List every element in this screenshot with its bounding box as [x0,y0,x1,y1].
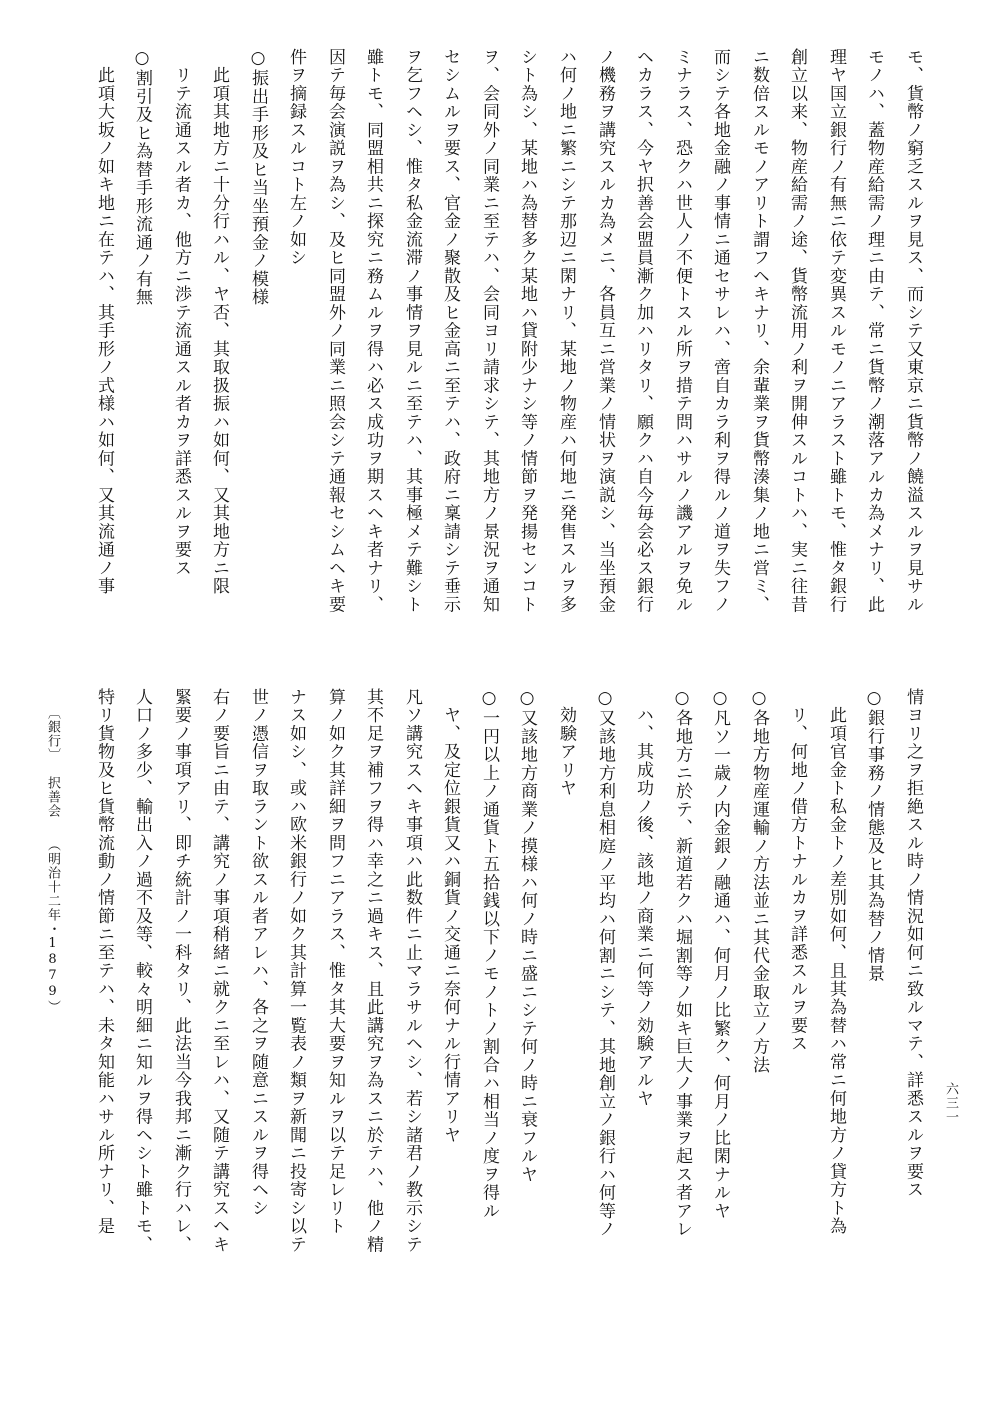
text-column: 此項官金ト私金トノ差別如何、且其為替ハ常ニ何地方ノ貸方ト為 [826,688,846,1236]
text-column: ハ、其成功ノ後、該地ノ商業ニ何等ノ効験アルヤ [633,688,653,1108]
section-heading: ○各地方物産運輸ノ方法並ニ其代金取立ノ方法 [749,688,769,1075]
running-header-section: 〔銀行〕 [45,706,60,762]
text-column: 因テ毎会演説ヲ為シ、及ヒ同盟外ノ同業ニ照会シテ通報セシムヘキ要 [325,48,345,614]
text-column: 世ノ憑信ヲ取ラント欲スル者アレハ、各之ヲ随意ニスルヲ得ヘシ [248,688,268,1218]
text-column: モノハ、蓋物産給需ノ理ニ由テ、常ニ貨幣ノ潮落アルカ為メナリ、此 [864,48,884,614]
text-column: 特リ貨物及ヒ貨幣流動ノ情節ニ至テハ、未タ知能ハサル所ナリ、是 [94,688,114,1236]
section-heading: ○各地方ニ於テ、新道若クハ堀割等ノ如キ巨大ノ事業ヲ起ス者アレ [672,688,692,1239]
text-column: ヲ、会同外ノ同業ニ至テハ、会同ヨリ請求シテ、其地方ノ景況ヲ通知 [479,48,499,614]
section-heading: ○又該地方商業ノ摸様ハ何ノ時ニ盛ニシテ何ノ時ニ衰フルヤ [517,688,537,1184]
text-column: 件ヲ摘録スルコト左ノ如シ [286,48,306,267]
text-column: 創立以来、物産給需ノ途、貨幣流用ノ利ヲ開伸スルコトハ、実ニ往昔 [787,48,807,614]
text-column: 緊要ノ事項アリ、即チ統計ノ一科タリ、此法当今我邦ニ漸ク行ハレ、 [171,688,191,1254]
text-column: ヤ、及定位銀貨又ハ銅貨ノ交通ニ奈何ナル行情アリヤ [440,688,460,1145]
text-column: 情ヨリ之ヲ拒絶スル時ノ情況如何ニ致ルマテ、詳悉スルヲ要ス [903,688,923,1199]
text-column: 而シテ各地金融ノ事情ニ通セサレハ、啻自カラ利ヲ得ルノ道ヲ失フノ [710,48,730,614]
text-column: 凡ソ講究スヘキ事項ハ此数件ニ止マラサルヘシ、若シ諸君ノ教示シテ [402,688,422,1254]
section-heading: ○又該地方利息相庭ノ平均ハ何割ニシテ、其地創立ノ銀行ハ何等ノ [595,688,615,1239]
text-column: モ、貨幣ノ窮乏スルヲ見ス、而シテ又東京ニ貨幣ノ饒溢スルヲ見サル [903,48,923,614]
text-column: ニ数倍スルモノアリト謂フヘキナリ、余輩業ヲ貨幣湊集ノ地ニ営ミ、 [749,48,769,614]
text-column: 雖トモ、同盟相共ニ探究ニ務ムルヲ得ハ必ス成功ヲ期スヘキ者ナリ、 [363,48,383,614]
text-column: 理ヤ国立銀行ノ有無ニ依テ変異スルモノニアラスト雖トモ、惟タ銀行 [826,48,846,614]
text-column: リ、何地ノ借方トナルカヲ詳悉スルヲ要ス [787,688,807,1053]
text-column: ヲ乞フヘシ、惟タ私金流滞ノ事情ヲ見ルニ至テハ、其事極メテ難シト [402,48,422,614]
running-header-source: 択善会 [45,776,60,818]
text-column: ナス如シ、或ハ欧米銀行ノ如ク其計算一覧表ノ類ヲ新聞ニ投寄シ以テ [286,688,306,1254]
text-column: ノ機務ヲ講究スルカ為メニ、各員互ニ営業ノ情状ヲ演説シ、当坐預金 [595,48,615,614]
section-heading: ○一円以上ノ通貨ト五拾銭以下ノモノトノ割合ハ相当ノ度ヲ得ル [479,688,499,1221]
section-heading: ○割引及ヒ為替手形流通ノ有無 [132,48,152,307]
text-column: 此項大坂ノ如キ地ニ在テハ、其手形ノ式様ハ如何、又其流通ノ事 [94,48,114,596]
text-column: 効験アリヤ [556,688,576,798]
running-header-year: （明治十二年・1879） [45,838,60,1014]
text-column: シト為シ、某地ハ為替多ク某地ハ貸附少ナシ等ノ情節ヲ発揚センコト [517,48,537,614]
text-column: 右ノ要旨ニ由テ、講究ノ事項稍緒ニ就クニ至レハ、又随テ講究スヘキ [209,688,229,1254]
page-number: 六三一 [943,1082,958,1124]
text-column: ミナラス、恐クハ世人ノ不便トスル所ヲ措テ問ハサルノ譏アルヲ免ル [672,48,692,614]
text-column: セシムルヲ要ス、官金ノ聚散及ヒ金高ニ至テハ、政府ニ稟請シテ垂示 [440,48,460,614]
text-column: 其不足ヲ補フヲ得ハ幸之ニ過キス、且此講究ヲ為スニ於テハ、他ノ精 [363,688,383,1254]
text-column: 人口ノ多少、輸出入ノ過不及等、較々明細ニ知ルヲ得ヘシト雖トモ、 [132,688,152,1254]
section-heading: ○振出手形及ヒ当坐預金ノ模様 [248,48,268,307]
text-column: 此項其地方ニ十分行ハル、ヤ否、其取扱振ハ如何、又其地方ニ限 [209,48,229,596]
text-column: 算ノ如ク其詳細ヲ問フニアラス、惟タ其大要ヲ知ルヲ以テ足レリト [325,688,345,1236]
text-column: リテ流通スル者カ、他方ニ渉テ流通スル者カヲ詳悉スルヲ要ス [171,48,191,578]
text-column: ヘカラス、今ヤ択善会盟員漸ク加ハリタリ、願クハ自今毎会必ス銀行 [633,48,653,614]
section-heading: ○銀行事務ノ情態及ヒ其為替ノ情景 [864,688,884,983]
section-heading: ○凡ソ一歳ノ内金銀ノ融通ハ、何月ノ比繁ク、何月ノ比閑ナルヤ [710,688,730,1221]
text-column: ハ何ノ地ニ繁ニシテ那辺ニ閑ナリ、某地ノ物産ハ何地ニ発售スルヲ多 [556,48,576,614]
